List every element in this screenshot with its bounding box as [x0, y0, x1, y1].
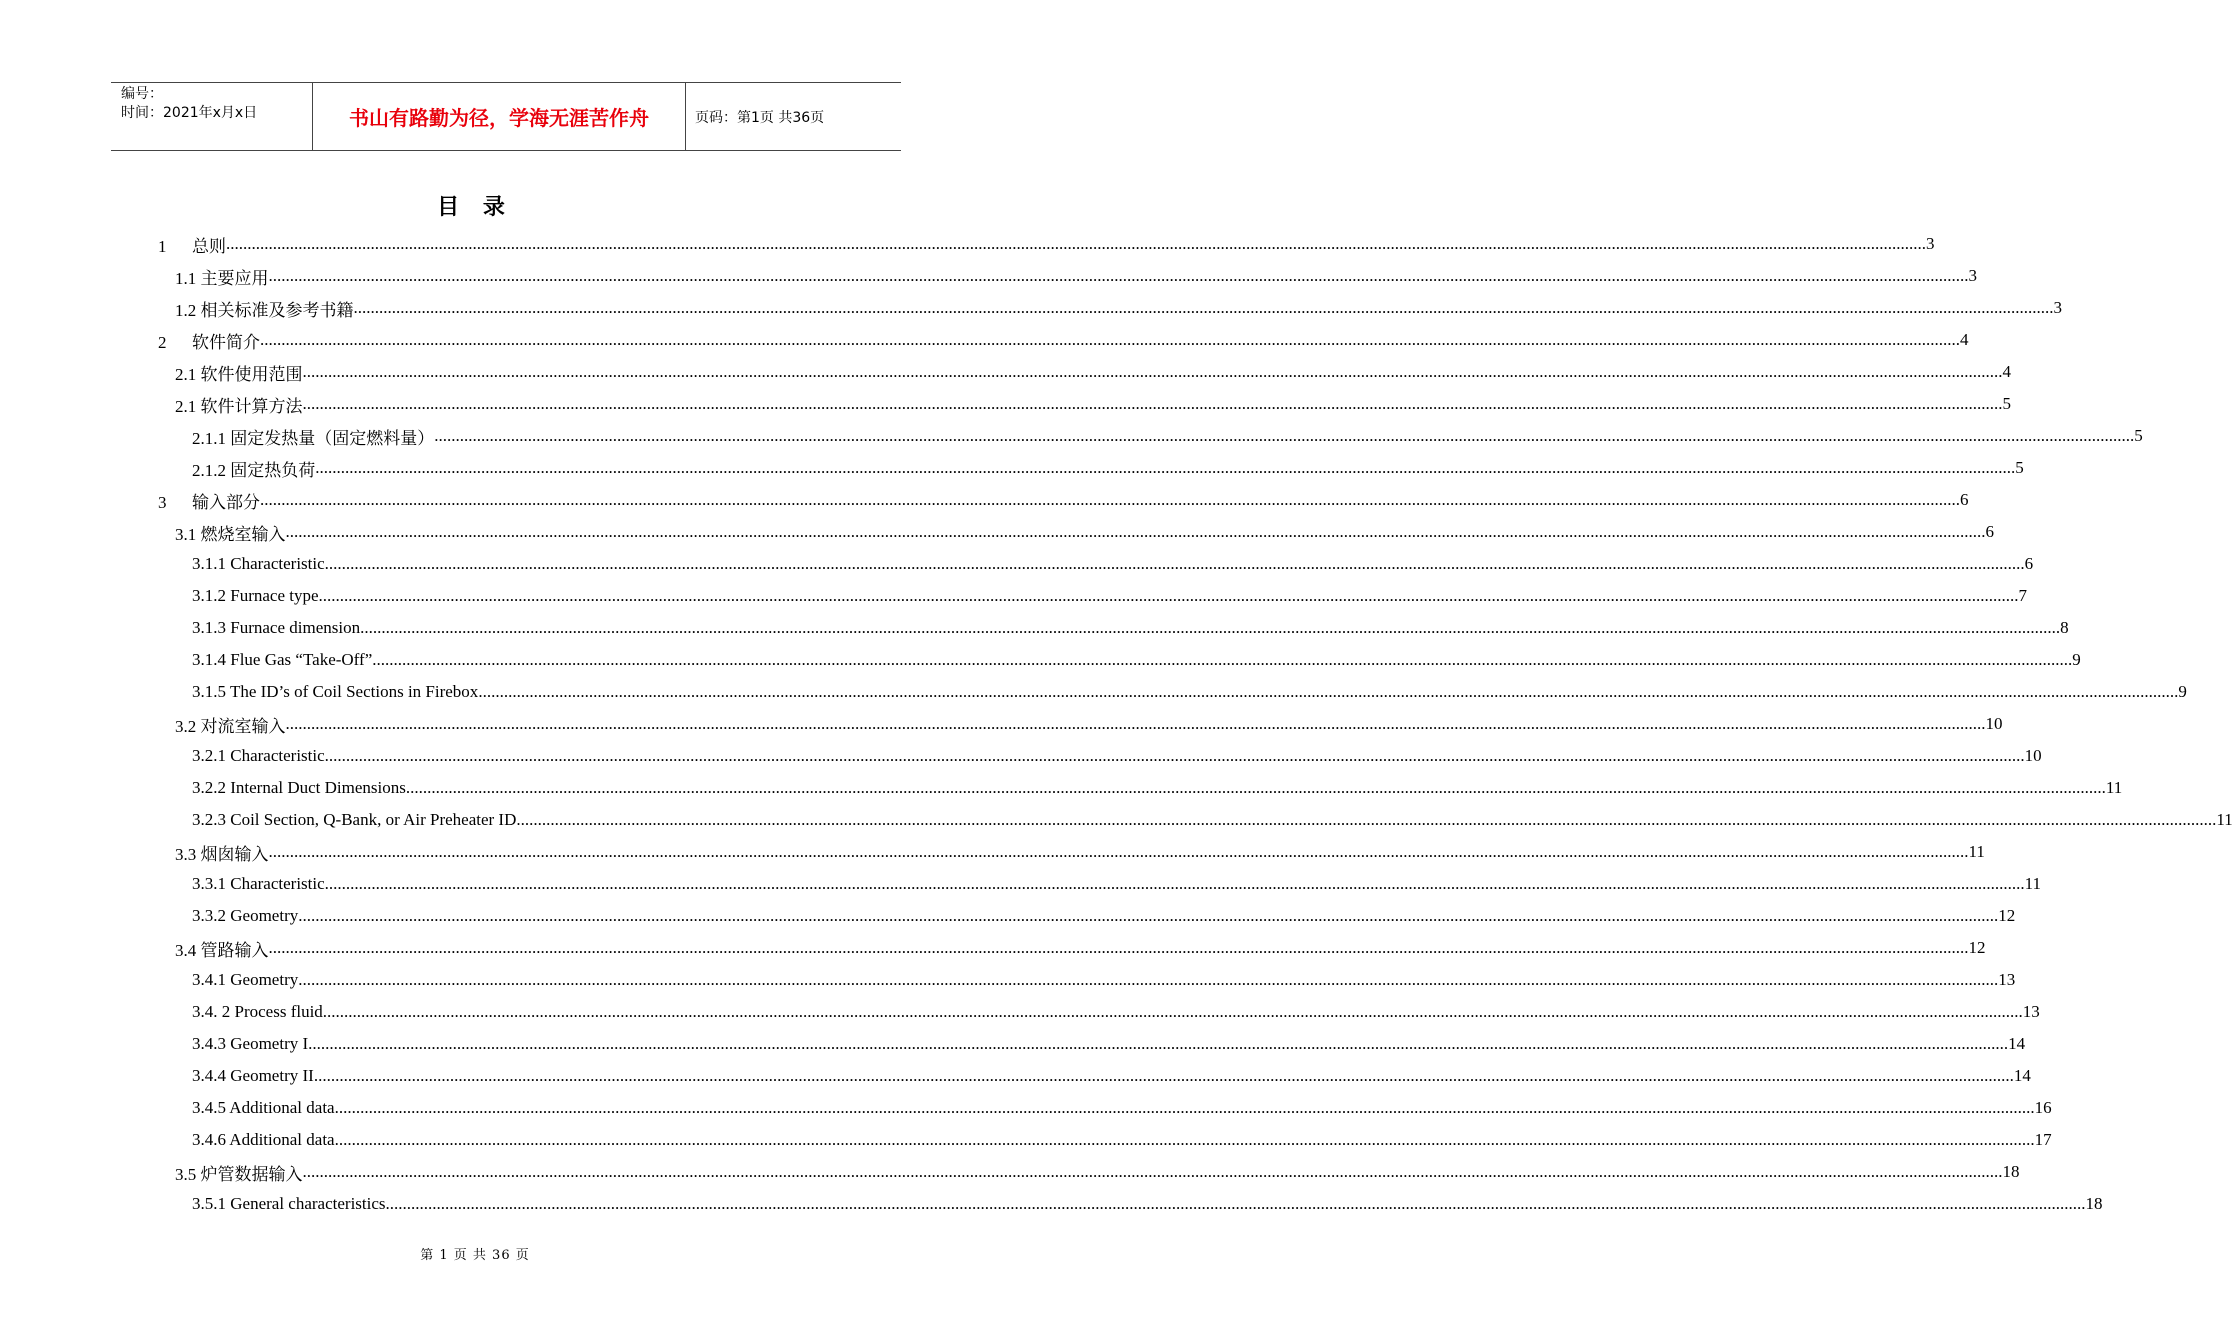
toc-entry-label: 3.5.1 General characteristics	[192, 1194, 386, 1213]
toc-leader-dots: ................................................................................................................................................................................................................................................................................................................................................................................................................	[308, 1034, 2009, 1053]
header-page-cell	[686, 83, 901, 150]
toc-entry-label: 3.4 管路输入	[175, 940, 269, 960]
toc-entry[interactable]	[175, 516, 1994, 548]
toc-entry-label: 3.5 炉管数据输入	[175, 1164, 303, 1184]
toc-entry-page: 7	[2018, 586, 2028, 605]
toc-entry-page: 16	[2034, 1098, 2052, 1117]
toc-entry[interactable]	[192, 580, 2028, 612]
toc-leader-dots: ................................................................................................................................................................................................................................................................................................................................................................................................................	[334, 1098, 2035, 1117]
toc-leader-dots: ................................................................................................................................................................................................................................................................................................................................................................................................................	[268, 266, 1969, 285]
toc-entry-label: 3.3.2 Geometry	[192, 906, 299, 925]
toc-entry[interactable]	[192, 1092, 2052, 1124]
toc-entry[interactable]	[175, 1156, 2020, 1188]
header-motto-cell	[312, 83, 686, 150]
toc-entry[interactable]	[192, 868, 2042, 900]
toc-entry-page: 12	[1968, 938, 1986, 957]
toc-entry[interactable]	[158, 228, 1935, 260]
toc-entry-page: 10	[2024, 746, 2042, 765]
toc-entry[interactable]	[158, 324, 1969, 356]
toc-entry-label: 3.2.3 Coil Section, Q-Bank, or Air Preheater ID	[192, 810, 517, 829]
toc-leader-dots: ................................................................................................................................................................................................................................................................................................................................................................................................................	[298, 970, 1999, 989]
toc-entry-page: 8	[2060, 618, 2069, 637]
toc-entry-label: 3.2.2 Internal Duct Dimensions	[192, 778, 406, 797]
toc-entry-page: 4	[2002, 362, 2011, 381]
toc-entry-label: 3.4.6 Additional data	[192, 1130, 335, 1149]
toc-leader-dots: ................................................................................................................................................................................................................................................................................................................................................................................................................	[324, 746, 2025, 765]
toc-entry[interactable]	[192, 612, 2069, 644]
toc-entry-page: 11	[1968, 842, 1985, 861]
toc-entry-page: 18	[2085, 1194, 2103, 1213]
toc-entry-page: 13	[1998, 970, 2016, 989]
toc-leader-dots: ................................................................................................................................................................................................................................................................................................................................................................................................................	[405, 778, 2106, 797]
toc-entry[interactable]	[192, 900, 2016, 932]
toc-entry-page: 9	[2072, 650, 2081, 669]
toc-leader-dots: ................................................................................................................................................................................................................................................................................................................................................................................................................	[516, 810, 2217, 829]
toc-entry-label: 2.1 软件计算方法	[175, 396, 303, 416]
toc-leader-dots: ................................................................................................................................................................................................................................................................................................................................................................................................................	[313, 1066, 2014, 1085]
toc-entry-label: 3 输入部分	[158, 492, 260, 512]
toc-entry[interactable]	[192, 804, 2233, 836]
toc-entry-label: 2.1 软件使用范围	[175, 364, 303, 384]
toc-title: 目 录	[437, 195, 513, 220]
toc-entry-page: 6	[2024, 554, 2034, 573]
toc-entry[interactable]	[175, 260, 1977, 292]
toc-leader-dots: ................................................................................................................................................................................................................................................................................................................................................................................................................	[268, 842, 1969, 861]
toc-entry-page: 3	[1926, 234, 1935, 253]
toc-entry-page: 12	[1998, 906, 2016, 925]
toc-entry[interactable]	[192, 1028, 2026, 1060]
toc-entry-page: 5	[2002, 394, 2011, 413]
toc-leader-dots: ................................................................................................................................................................................................................................................................................................................................................................................................................	[324, 554, 2025, 573]
toc-leader-dots: ................................................................................................................................................................................................................................................................................................................................................................................................................	[302, 362, 2003, 381]
toc-leader-dots: ................................................................................................................................................................................................................................................................................................................................................................................................................	[285, 714, 1986, 733]
toc-entry-label: 3.1.1 Characteristic	[192, 554, 325, 573]
toc-entry[interactable]	[192, 964, 2016, 996]
toc-entry-page: 11	[2024, 874, 2042, 893]
header-meta-cell	[111, 83, 312, 150]
toc-leader-dots: ................................................................................................................................................................................................................................................................................................................................................................................................................	[302, 1162, 2003, 1181]
document-date: 时间：2021年x月x日	[121, 105, 258, 121]
toc-leader-dots: ................................................................................................................................................................................................................................................................................................................................................................................................................	[322, 1002, 2023, 1021]
toc-entry-label: 3.4.4 Geometry II	[192, 1066, 314, 1085]
toc-entry-label: 3.1.5 The ID’s of Coil Sections in Firebox	[192, 682, 479, 701]
toc-entry-page: 4	[1960, 330, 1969, 349]
toc-entry[interactable]	[175, 292, 2062, 324]
toc-entry[interactable]	[175, 836, 1985, 868]
toc-entry[interactable]	[175, 708, 2003, 740]
toc-entry-page: 5	[2015, 458, 2024, 477]
toc-entry[interactable]	[192, 644, 2081, 676]
toc-entry[interactable]	[192, 772, 2123, 804]
toc-leader-dots: ................................................................................................................................................................................................................................................................................................................................................................................................................	[334, 1130, 2035, 1149]
toc-entry-label: 3.4.5 Additional data	[192, 1098, 335, 1117]
toc-entry-label: 2 软件简介	[158, 332, 260, 352]
toc-entry-label: 2.1.1 固定发热量（固定燃料量）	[192, 428, 435, 448]
toc-leader-dots: ................................................................................................................................................................................................................................................................................................................................................................................................................	[324, 874, 2025, 893]
toc-entry-page: 11	[2105, 778, 2123, 797]
toc-leader-dots: ................................................................................................................................................................................................................................................................................................................................................................................................................	[360, 618, 2061, 637]
toc-entry-label: 3.1.2 Furnace type	[192, 586, 319, 605]
toc-leader-dots: ................................................................................................................................................................................................................................................................................................................................................................................................................	[385, 1194, 2086, 1213]
toc-entry-label: 2.1.2 固定热负荷	[192, 460, 316, 480]
toc-entry-label: 1.1 主要应用	[175, 268, 269, 288]
toc-leader-dots: ................................................................................................................................................................................................................................................................................................................................................................................................................	[372, 650, 2073, 669]
document-header	[111, 82, 901, 151]
header-page-info: 页码：第1页 共36页	[695, 109, 825, 126]
toc-entry-label: 1.2 相关标准及参考书籍	[175, 300, 354, 320]
toc-entry-page: 9	[2178, 682, 2187, 701]
toc-entry[interactable]	[175, 388, 2011, 420]
toc-leader-dots: ................................................................................................................................................................................................................................................................................................................................................................................................................	[318, 586, 2019, 605]
toc-entry[interactable]	[175, 356, 2011, 388]
document-number-label: 编号：	[121, 86, 163, 102]
toc-entry[interactable]	[192, 996, 2040, 1028]
toc-entry-page: 3	[2053, 298, 2062, 317]
toc-entry[interactable]	[192, 740, 2042, 772]
toc-entry-page: 6	[1960, 490, 1969, 509]
toc-entry-page: 18	[2002, 1162, 2020, 1181]
toc-entry-label: 3.4.3 Geometry I	[192, 1034, 309, 1053]
toc-leader-dots: ................................................................................................................................................................................................................................................................................................................................................................................................................	[260, 490, 1960, 509]
toc-entry[interactable]	[192, 420, 2143, 452]
toc-entry-label: 3.3 烟囱输入	[175, 844, 269, 864]
toc-leader-dots: ................................................................................................................................................................................................................................................................................................................................................................................................................	[315, 458, 2016, 477]
toc-entry[interactable]	[158, 484, 1969, 516]
toc-entry[interactable]	[192, 452, 2024, 484]
toc-entry-label: 3.1.3 Furnace dimension	[192, 618, 361, 637]
toc-entry-label: 1 总则	[158, 236, 226, 256]
toc-entry-label: 3.3.1 Characteristic	[192, 874, 325, 893]
toc-leader-dots: ................................................................................................................................................................................................................................................................................................................................................................................................................	[260, 330, 1960, 349]
toc-entry-label: 3.4. 2 Process fluid	[192, 1002, 323, 1021]
toc-entry-page: 13	[2022, 1002, 2040, 1021]
toc-entry-label: 3.4.1 Geometry	[192, 970, 299, 989]
toc-entry-label: 3.1 燃烧室输入	[175, 524, 286, 544]
header-motto: 书山有路勤为径，学海无涯苦作舟	[349, 106, 649, 130]
toc-leader-dots: ................................................................................................................................................................................................................................................................................................................................................................................................................	[285, 522, 1986, 541]
toc-leader-dots: ................................................................................................................................................................................................................................................................................................................................................................................................................	[353, 298, 2054, 317]
toc-entry-page: 14	[2008, 1034, 2026, 1053]
toc-entry-label: 3.2.1 Characteristic	[192, 746, 325, 765]
toc-leader-dots: ................................................................................................................................................................................................................................................................................................................................................................................................................	[478, 682, 2179, 701]
toc-entry-label: 3.2 对流室输入	[175, 716, 286, 736]
toc-entry[interactable]	[192, 1188, 2103, 1220]
toc-entry-page: 5	[2134, 426, 2143, 445]
toc-entry[interactable]	[192, 676, 2187, 708]
toc-entry[interactable]	[175, 932, 1986, 964]
toc-entry[interactable]	[192, 1060, 2031, 1092]
toc-entry-page: 3	[1968, 266, 1977, 285]
toc-entry-page: 11	[2216, 810, 2233, 829]
toc-leader-dots: ................................................................................................................................................................................................................................................................................................................................................................................................................	[302, 394, 2003, 413]
toc-entry-label: 3.1.4 Flue Gas “Take-Off”	[192, 650, 373, 669]
toc-entry[interactable]	[192, 1124, 2052, 1156]
toc-entry-page: 17	[2034, 1130, 2052, 1149]
toc-leader-dots: ................................................................................................................................................................................................................................................................................................................................................................................................................	[298, 906, 1999, 925]
toc-entry-page: 10	[1985, 714, 2003, 733]
toc-entry[interactable]	[192, 548, 2034, 580]
toc-leader-dots: ................................................................................................................................................................................................................................................................................................................................................................................................................	[434, 426, 2135, 445]
toc-entry-page: 14	[2013, 1066, 2031, 1085]
toc-leader-dots: ................................................................................................................................................................................................................................................................................................................................................................................................................	[268, 938, 1969, 957]
page-footer: 第 1 页 共 36 页	[420, 1248, 530, 1263]
toc-entry-page: 6	[1985, 522, 1994, 541]
toc-leader-dots: ................................................................................................................................................................................................................................................................................................................................................................................................................	[226, 234, 1926, 253]
